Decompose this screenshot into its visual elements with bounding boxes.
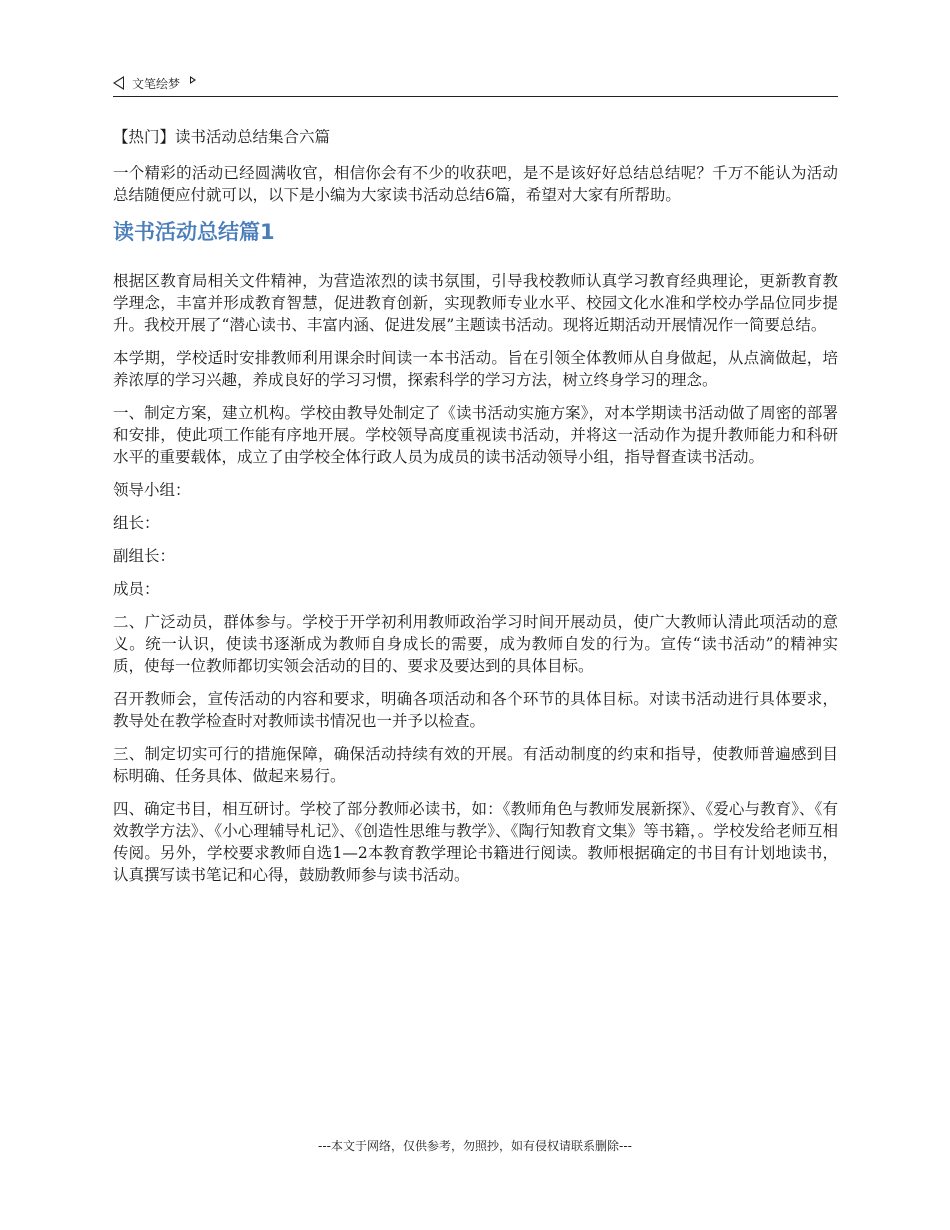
page-header (113, 70, 838, 97)
section-heading: 读书活动总结篇1 (113, 220, 275, 244)
paragraph: 一、制定方案，建立机构。学校由教导处制定了《读书活动实施方案》，对本学期读书活动做了周密的部署和安排，使此项工作能有序地开展。学校领导高度重视读书活动，并将这一活动作为提升教师能力和科研水平的重要载体，成立了由学校全体行政人员为成员的读书活动领导小组，指导督查读书活动。 (113, 404, 838, 466)
paragraph: 四、确定书目，相互研讨。学校了部分教师必读书，如：《教师角色与教师发展新探》、《爱心与教育》、《有效教学方法》、《小心理辅导札记》、《创造性思维与教学》、《陶行知教育文集》等书籍，。学校发给老师互相传阅。另外，学校要求教师自选1—2本教育教学理论书籍进行阅读。教师根据确定的书目有计划地读书，认真撰写读书笔记和心得，鼓励教师参与读书活动。 (113, 800, 838, 884)
intro-paragraph: 一个精彩的活动已经圆满收官，相信你会有不少的收获吧，是不是该好好总结总结呢？千万不能认为活动总结随便应付就可以，以下是小编为大家读书活动总结6篇，希望对大家有所帮助。 (113, 164, 838, 204)
document-body (113, 126, 838, 897)
header-brand: 文笔绘梦 (132, 76, 181, 91)
document-title: 【热门】读书活动总结集合六篇 (113, 128, 331, 146)
paragraph: 三、制定切实可行的措施保障，确保活动持续有效的开展。有活动制度的约束和指导，使教师普遍感到目标明确、任务具体、做起来易行。 (113, 745, 838, 785)
page-footer: ---本文于网络，仅供参考，勿照抄，如有侵权请联系删除--- (318, 1139, 632, 1153)
paragraph: 召开教师会，宣传活动的内容和要求，明确各项活动和各个环节的具体目标。对读书活动进行具体要求，教导处在教学检查时对教师读书情况也一并予以检查。 (113, 690, 838, 730)
paragraph: 二、广泛动员，群体参与。学校于开学初利用教师政治学习时间开展动员，使广大教师认清此项活动的意义。统一认识，使读书逐渐成为教师自身成长的需要，成为教师自发的行为。宣传“读书活动”的精神实质，使每一位教师都切实领会活动的目的、要求及要达到的具体目标。 (113, 613, 838, 675)
paragraph: 成员： (113, 580, 160, 598)
paragraph: 副组长： (113, 547, 176, 565)
triangle-left-outline-icon (113, 76, 124, 90)
triangle-right-outline-icon (190, 76, 196, 84)
paragraph: 组长： (113, 514, 160, 532)
paragraph: 领导小组： (113, 481, 191, 499)
paragraph: 根据区教育局相关文件精神，为营造浓烈的读书氛围，引导我校教师认真学习教育经典理论，更新教育教学理念，丰富并形成教育智慧，促进教育创新，实现教师专业水平、校园文化水准和学校办学品位同步提升。我校开展了“潜心读书、丰富内涵、促进发展”主题读书活动。现将近期活动开展情况作一简要总结。 (113, 272, 838, 334)
paragraph: 本学期，学校适时安排教师利用课余时间读一本书活动。旨在引领全体教师从自身做起，从点滴做起，培养浓厚的学习兴趣，养成良好的学习习惯，探索科学的学习方法，树立终身学习的理念。 (113, 349, 838, 389)
